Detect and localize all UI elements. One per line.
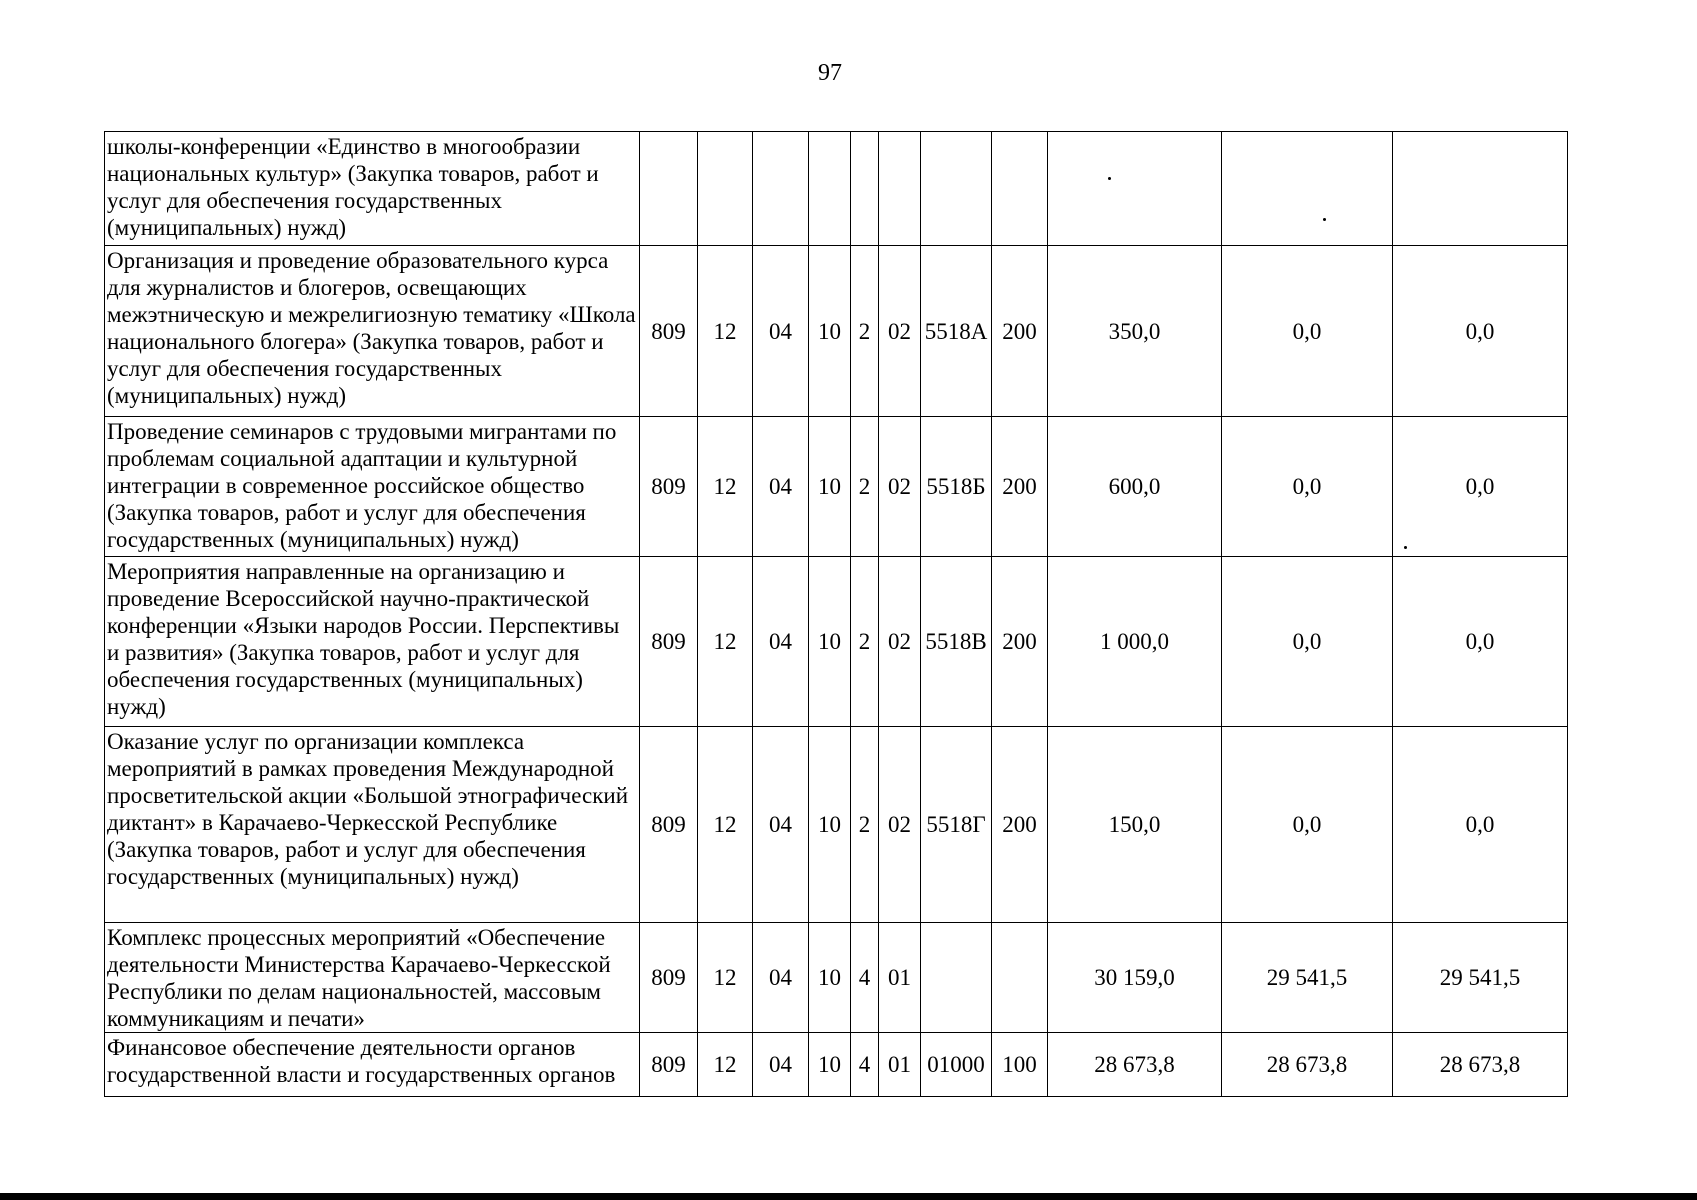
cell-cs2: 2 xyxy=(851,727,879,923)
cell-vr: 200 xyxy=(992,417,1048,557)
cell-vr: 200 xyxy=(992,246,1048,417)
cell-pr: 04 xyxy=(753,923,809,1033)
cell-cs2: 4 xyxy=(851,1033,879,1097)
cell-cs3: 02 xyxy=(879,417,921,557)
cell-sum1: 350,0 xyxy=(1048,246,1222,417)
cell-cs4: 5518А xyxy=(921,246,992,417)
cell-rz: 12 xyxy=(698,246,753,417)
cell-sum2: 29 541,5 xyxy=(1222,923,1393,1033)
cell-description: Организация и проведение образовательного курса для журналистов и блогеров, освещающих межэтническую и межрелигиозную тематику «Школа национального блогера» (Закупка товаров, работ и услуг для обеспечения государственных (муниципальных) нужд) xyxy=(105,246,640,417)
cell-sum2: 28 673,8 xyxy=(1222,1033,1393,1097)
cell-cs4 xyxy=(921,923,992,1033)
cell-pr: 04 xyxy=(753,1033,809,1097)
cell-cs1: 10 xyxy=(809,1033,851,1097)
cell-description: школы-конференции «Единство в многообразии национальных культур» (Закупка товаров, работ и услуг для обеспечения государственных (муниципальных) нужд) xyxy=(105,132,640,246)
cell-cs2: 4 xyxy=(851,923,879,1033)
cell-sum2 xyxy=(1222,132,1393,246)
cell-rz xyxy=(698,132,753,246)
cell-sum3: 0,0 xyxy=(1393,246,1568,417)
cell-pr: 04 xyxy=(753,557,809,727)
budget-table xyxy=(104,131,1568,1097)
table-row xyxy=(105,727,1568,923)
cell-gr xyxy=(640,132,698,246)
cell-rz: 12 xyxy=(698,417,753,557)
cell-description: Оказание услуг по организации комплекса мероприятий в рамках проведения Международной просветительской акции «Большой этнографический диктант» в Карачаево-Черкесской Республике (Закупка товаров, работ и услуг для обеспечения государственных (муниципальных) нужд) xyxy=(105,727,640,923)
cell-cs4 xyxy=(921,132,992,246)
cell-sum2: 0,0 xyxy=(1222,246,1393,417)
cell-vr: 100 xyxy=(992,1033,1048,1097)
cell-vr: 200 xyxy=(992,557,1048,727)
cell-rz: 12 xyxy=(698,727,753,923)
scan-speck xyxy=(1404,546,1407,549)
scan-speck xyxy=(1108,177,1111,180)
cell-cs1: 10 xyxy=(809,727,851,923)
cell-cs3: 02 xyxy=(879,557,921,727)
cell-gr: 809 xyxy=(640,557,698,727)
table-row xyxy=(105,417,1568,557)
cell-sum3: 0,0 xyxy=(1393,557,1568,727)
cell-sum2: 0,0 xyxy=(1222,417,1393,557)
cell-description: Финансовое обеспечение деятельности органов государственной власти и государственных органов xyxy=(105,1033,640,1097)
cell-cs2: 2 xyxy=(851,557,879,727)
cell-rz: 12 xyxy=(698,923,753,1033)
cell-cs3: 02 xyxy=(879,727,921,923)
cell-cs4: 5518В xyxy=(921,557,992,727)
cell-cs2: 2 xyxy=(851,246,879,417)
cell-sum2: 0,0 xyxy=(1222,727,1393,923)
cell-cs1: 10 xyxy=(809,246,851,417)
cell-gr: 809 xyxy=(640,923,698,1033)
scan-speck xyxy=(1323,218,1326,221)
cell-sum3 xyxy=(1393,132,1568,246)
cell-sum1: 1 000,0 xyxy=(1048,557,1222,727)
cell-sum3: 29 541,5 xyxy=(1393,923,1568,1033)
cell-cs3: 01 xyxy=(879,923,921,1033)
cell-description: Проведение семинаров с трудовыми мигрантами по проблемам социальной адаптации и культурной интеграции в современное российское общество (Закупка товаров, работ и услуг для обеспечения государственных (муниципальных) нужд) xyxy=(105,417,640,557)
cell-pr xyxy=(753,132,809,246)
cell-vr xyxy=(992,132,1048,246)
cell-cs2: 2 xyxy=(851,417,879,557)
cell-gr: 809 xyxy=(640,246,698,417)
cell-gr: 809 xyxy=(640,417,698,557)
cell-sum2: 0,0 xyxy=(1222,557,1393,727)
table-row xyxy=(105,246,1568,417)
cell-cs3: 01 xyxy=(879,1033,921,1097)
cell-cs2 xyxy=(851,132,879,246)
page-number: 97 xyxy=(818,60,842,86)
table-row xyxy=(105,1033,1568,1097)
cell-gr: 809 xyxy=(640,1033,698,1097)
cell-sum1: 150,0 xyxy=(1048,727,1222,923)
table-row xyxy=(105,132,1568,246)
cell-sum1: 28 673,8 xyxy=(1048,1033,1222,1097)
cell-description: Комплекс процессных мероприятий «Обеспечение деятельности Министерства Карачаево-Черкесской Республики по делам национальностей, массовым коммуникациям и печати» xyxy=(105,923,640,1033)
cell-cs4: 5518Б xyxy=(921,417,992,557)
cell-cs3: 02 xyxy=(879,246,921,417)
cell-rz: 12 xyxy=(698,1033,753,1097)
cell-cs1: 10 xyxy=(809,923,851,1033)
cell-sum1 xyxy=(1048,132,1222,246)
cell-cs4: 5518Г xyxy=(921,727,992,923)
cell-sum1: 30 159,0 xyxy=(1048,923,1222,1033)
cell-cs1 xyxy=(809,132,851,246)
table-row xyxy=(105,557,1568,727)
cell-cs4: 01000 xyxy=(921,1033,992,1097)
cell-rz: 12 xyxy=(698,557,753,727)
cell-sum3: 0,0 xyxy=(1393,727,1568,923)
cell-cs1: 10 xyxy=(809,557,851,727)
cell-pr: 04 xyxy=(753,417,809,557)
cell-pr: 04 xyxy=(753,727,809,923)
cell-vr xyxy=(992,923,1048,1033)
cell-sum3: 28 673,8 xyxy=(1393,1033,1568,1097)
cell-cs3 xyxy=(879,132,921,246)
table-row xyxy=(105,923,1568,1033)
cell-cs1: 10 xyxy=(809,417,851,557)
cell-description: Мероприятия направленные на организацию и проведение Всероссийской научно-практической конференции «Языки народов России. Перспективы и развития» (Закупка товаров, работ и услуг для обеспечения государственных (муниципальных) нужд) xyxy=(105,557,640,727)
cell-sum3: 0,0 xyxy=(1393,417,1568,557)
cell-sum1: 600,0 xyxy=(1048,417,1222,557)
cell-vr: 200 xyxy=(992,727,1048,923)
cell-pr: 04 xyxy=(753,246,809,417)
scan-border-bar xyxy=(0,1193,1697,1200)
cell-gr: 809 xyxy=(640,727,698,923)
